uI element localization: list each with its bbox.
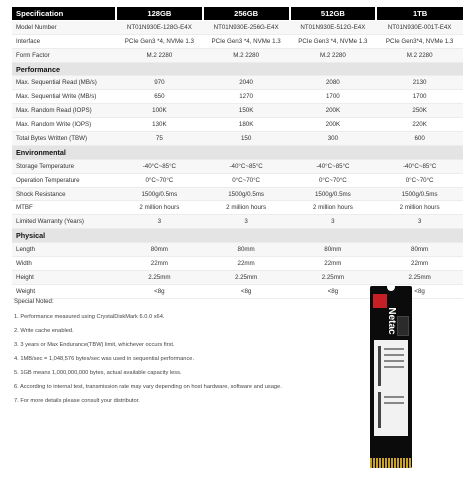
table-row [12,270,463,284]
table-cell: 22mm [376,257,463,271]
row-label: Width [12,257,116,271]
table-cell: 250K [376,104,463,118]
table-cell: 80mm [116,243,203,257]
notes-title: Special Noted: [14,298,54,305]
table-cell: <8g [376,284,463,298]
table-row [12,76,463,90]
table-cell: 80mm [290,243,377,257]
note-item: 2. Write cache enabled. [14,327,74,334]
table-cell: 2.25mm [290,270,377,284]
row-label: Weight [12,284,116,298]
table-cell: 2 million hours [116,201,203,215]
table-cell: 2 million hours [203,201,290,215]
table-cell: M.2 2280 [290,48,377,62]
table-cell: 3 [376,215,463,229]
table-row [12,173,463,187]
label-text-line [384,348,404,350]
row-label: Max. Random Read (IOPS) [12,104,116,118]
section-header-row [12,62,463,76]
table-cell: 2040 [203,76,290,90]
brand-logo: Netac [386,307,397,335]
label-barcode [378,346,381,386]
table-cell: NT01N930E-512G-E4X [290,20,377,34]
table-cell: 0°C~70°C [116,173,203,187]
table-cell: PCIe Gen3 *4, NVMe 1.3 [116,34,203,48]
table-cell: 150K [203,104,290,118]
table-cell: 75 [116,132,203,146]
table-cell: 200K [290,104,377,118]
table-cell: 3 [290,215,377,229]
note-item: 3. 3 years or Max Endurance(TBW) limit, whichever occurs first. [14,341,175,348]
table-cell: 3 [116,215,203,229]
table-cell: 1500g/0.5ms [116,187,203,201]
table-cell: <8g [116,284,203,298]
table-cell: NT01N930E-128G-E4X [116,20,203,34]
table-row [12,90,463,104]
table-cell: M.2 2280 [376,48,463,62]
table-cell: 22mm [203,257,290,271]
section-title: Performance [12,62,463,76]
table-cell: 22mm [290,257,377,271]
table-cell: 2 million hours [376,201,463,215]
table-cell: 100K [116,104,203,118]
section-header-row [12,229,463,243]
table-row [12,215,463,229]
table-row [12,132,463,146]
note-item: 1. Performance measured using CrystalDiskMark 6.0.0 x64. [14,313,165,320]
row-label: Total Bytes Written (TBW) [12,132,116,146]
table-cell: <8g [203,284,290,298]
table-cell: 130K [116,118,203,132]
section-title: Environmental [12,145,463,159]
table-row [12,159,463,173]
table-cell: -40°C~85°C [290,159,377,173]
row-label: Limited Warranty (Years) [12,215,116,229]
header-128gb: 128GB [116,7,203,20]
section-header-row [12,145,463,159]
ssd-notch [387,286,395,291]
table-row [12,201,463,215]
section-title: Physical [12,229,463,243]
label-text-line [384,396,404,398]
table-cell: 0°C~70°C [203,173,290,187]
header-1tb: 1TB [376,7,463,20]
table-cell: 0°C~70°C [290,173,377,187]
table-cell: PCIe Gen3 *4, NVMe 1.3 [203,34,290,48]
table-cell: 1700 [290,90,377,104]
note-item: 4. 1MB/sec = 1,048,576 bytes/sec was used in sequential performance. [14,355,195,362]
table-cell: <8g [290,284,377,298]
table-cell: 0°C~70°C [376,173,463,187]
table-cell: 2130 [376,76,463,90]
table-cell: 970 [116,76,203,90]
table-cell: 200K [290,118,377,132]
table-cell: -40°C~85°C [116,159,203,173]
table-cell: 1700 [376,90,463,104]
table-cell: 2.25mm [116,270,203,284]
ssd-image [370,286,412,468]
row-label: Height [12,270,116,284]
table-cell: 220K [376,118,463,132]
table-cell: 2 million hours [290,201,377,215]
table-cell: 1500g/0.5ms [290,187,377,201]
table-row [12,243,463,257]
label-text-line [384,354,404,356]
table-row [12,104,463,118]
ssd-connector-pins [370,458,412,468]
table-row [12,118,463,132]
table-cell: 2.25mm [203,270,290,284]
table-cell: -40°C~85°C [203,159,290,173]
table-cell: PCIe Gen3 *4, NVMe 1.3 [290,34,377,48]
table-cell: 180K [203,118,290,132]
specification-table [12,7,463,299]
table-cell: 80mm [376,243,463,257]
ssd-label [374,340,408,436]
table-cell: 300 [290,132,377,146]
label-text-line [384,366,404,368]
row-label: Interface [12,34,116,48]
row-label: MTBF [12,201,116,215]
special-notes [14,298,344,412]
table-cell: PCIe Gen3*4, NVMe 1.3 [376,34,463,48]
table-cell: M.2 2280 [203,48,290,62]
label-text-line [384,402,404,404]
table-cell: NT01N930E-001T-E4X [376,20,463,34]
row-label: Max. Sequential Read (MB/s) [12,76,116,90]
note-item: 5. 1GB means 1,000,000,000 bytes, actual available capacity less. [14,370,182,377]
table-row [12,257,463,271]
table-header-row [12,7,463,20]
table-row [12,187,463,201]
table-row [12,48,463,62]
label-text-line [384,360,404,362]
table-cell: M.2 2280 [116,48,203,62]
note-item: 7. For more details please consult your distributor. [14,398,140,405]
header-512gb: 512GB [290,7,377,20]
table-cell: 2080 [290,76,377,90]
table-cell: 80mm [203,243,290,257]
table-cell: -40°C~85°C [376,159,463,173]
table-cell: 600 [376,132,463,146]
table-cell: 150 [203,132,290,146]
row-label: Storage Temperature [12,159,116,173]
table-cell: 650 [116,90,203,104]
controller-chip [397,316,409,336]
row-label: Shock Resistance [12,187,116,201]
row-label: Max. Sequential Write (MB/s) [12,90,116,104]
table-cell: 22mm [116,257,203,271]
table-cell: 3 [203,215,290,229]
row-label: Model Number [12,20,116,34]
table-cell: 1270 [203,90,290,104]
note-item: 6. According to internal test, transmission rate may vary depending on host hardware, software and usage. [14,384,282,391]
row-label: Max. Random Write (IOPS) [12,118,116,132]
table-cell: 1500g/0.5ms [376,187,463,201]
header-256gb: 256GB [203,7,290,20]
row-label: Operation Temperature [12,173,116,187]
table-row [12,20,463,34]
table-cell: 1500g/0.5ms [203,187,290,201]
header-specification: Specification [12,7,116,20]
table-cell: NT01N930E-256G-E4X [203,20,290,34]
table-row [12,34,463,48]
table-cell: 2.25mm [376,270,463,284]
row-label: Form Factor [12,48,116,62]
row-label: Length [12,243,116,257]
label-barcode [378,392,381,428]
